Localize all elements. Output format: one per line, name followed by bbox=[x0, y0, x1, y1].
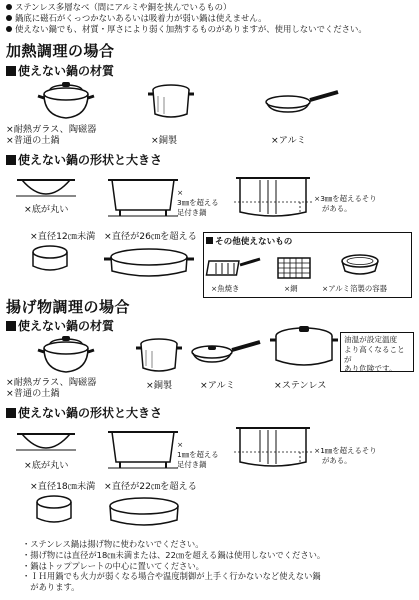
round-bottom-pan-icon bbox=[16, 428, 76, 456]
heating-warp-label-2: がある。 bbox=[322, 204, 352, 213]
aluminum-foil-container-icon bbox=[340, 253, 380, 279]
heating-materials-heading: 使えない鍋の材質 bbox=[6, 62, 114, 79]
round-bottom-pan-icon bbox=[16, 174, 76, 202]
oil-temperature-warning-box bbox=[340, 332, 414, 372]
bottom-note: ・ＩＨ用鍋でも火力が弱くなる場合や温度制御が上手く行かないなど使えない鍋 bbox=[22, 571, 321, 582]
small-pot-icon bbox=[34, 494, 74, 528]
frying-small-diameter-label: ×直径18㎝未満 bbox=[30, 481, 96, 492]
warning-text: より高くなることが bbox=[344, 344, 405, 364]
other-foil-label: ×アルミ箔製の容器 bbox=[322, 284, 388, 293]
frying-large-diameter-label: ×直径が22㎝を超える bbox=[104, 481, 197, 492]
frying-material-earthenware: ×普通の土鍋 bbox=[6, 388, 60, 399]
top-note-text: 使えない鍋でも、材質・厚さにより弱く加熱するものがありますが、使用しないでください。 bbox=[15, 24, 367, 35]
heating-warp-label: ×3㎜を超えるそり bbox=[314, 194, 377, 203]
square-bullet-icon bbox=[6, 66, 16, 76]
top-note bbox=[6, 13, 416, 24]
frying-material-glass: ×耐熱ガラス、陶磁器 bbox=[6, 377, 97, 388]
frying-legged-label: 1㎜を超える bbox=[177, 450, 219, 459]
heating-large-diameter-label: ×直径が26㎝を超える bbox=[104, 231, 197, 242]
frying-legged-x: × bbox=[177, 440, 184, 449]
aluminum-frypan-icon bbox=[190, 338, 262, 368]
legged-pot-icon bbox=[108, 176, 178, 220]
top-note bbox=[6, 24, 416, 35]
warning-text: 油温が設定温度 bbox=[344, 335, 398, 344]
square-bullet-icon bbox=[206, 237, 213, 244]
glass-pot-icon bbox=[36, 80, 96, 122]
top-note-text: 鍋底に磁石がくっつかないあるいは吸着力が弱い鍋は使えません。 bbox=[15, 13, 267, 24]
large-pot-icon bbox=[104, 496, 184, 528]
large-pot-icon bbox=[104, 247, 194, 279]
warped-pot-icon bbox=[234, 422, 312, 474]
copper-pot-icon bbox=[146, 82, 196, 122]
top-notes bbox=[6, 2, 416, 36]
heating-title: 加熱調理の場合 bbox=[6, 42, 115, 60]
copper-pot-icon bbox=[134, 336, 184, 376]
other-net-label: ×網 bbox=[284, 284, 298, 293]
top-note-text: ステンレス多層なべ（間にアルミや銅を挟んでいるもの） bbox=[15, 2, 232, 12]
small-pot-icon bbox=[30, 244, 70, 274]
top-note bbox=[6, 2, 416, 13]
grill-net-icon bbox=[276, 256, 312, 280]
square-bullet-icon bbox=[6, 321, 16, 331]
stainless-pot-icon bbox=[270, 322, 338, 372]
warning-text: あり危険です。 bbox=[344, 364, 397, 374]
other-fish-grill-label: ×魚焼き bbox=[211, 284, 240, 293]
heating-legged-label: 3㎜を超える bbox=[177, 198, 219, 207]
heating-round-bottom-label: ×底が丸い bbox=[24, 204, 69, 215]
fish-grill-icon bbox=[206, 255, 262, 281]
bottom-note: ・ステンレス鍋は揚げ物に使わないでください。 bbox=[22, 539, 204, 549]
heating-shape-heading: 使えない鍋の形状と大きさ bbox=[6, 151, 162, 168]
other-unusable-title: その他使えないもの bbox=[206, 235, 292, 247]
heating-material-aluminum: ×アルミ bbox=[271, 135, 306, 146]
frying-legged-label-2: 足付き鍋 bbox=[177, 460, 207, 469]
heating-legged-x: × bbox=[177, 188, 184, 197]
frying-material-stainless: ×ステンレス bbox=[274, 380, 327, 391]
frying-material-aluminum: ×アルミ bbox=[200, 380, 235, 391]
heating-material-copper: ×銅製 bbox=[151, 135, 178, 146]
bottom-notes bbox=[22, 539, 414, 593]
square-bullet-icon bbox=[6, 155, 16, 165]
square-bullet-icon bbox=[6, 408, 16, 418]
frying-warp-label-2: がある。 bbox=[322, 456, 352, 465]
frying-warp-label: ×1㎜を超えるそり bbox=[314, 446, 377, 455]
heating-small-diameter-label: ×直径12㎝未満 bbox=[30, 231, 96, 242]
bullet-icon bbox=[6, 15, 12, 21]
legged-pot-icon bbox=[108, 428, 178, 472]
bullet-icon bbox=[6, 4, 12, 10]
aluminum-frypan-icon bbox=[264, 88, 340, 118]
frying-materials-heading: 使えない鍋の材質 bbox=[6, 317, 114, 334]
heating-legged-label-2: 足付き鍋 bbox=[177, 208, 207, 217]
bottom-note: ・揚げ物には直径が18㎝未満または、22㎝を超える鍋は使用しないでください。 bbox=[22, 549, 326, 560]
frying-round-bottom-label: ×底が丸い bbox=[24, 460, 69, 471]
bottom-note: ・鍋はトッププレートの中心に置いてください。 bbox=[22, 560, 204, 571]
glass-pot-icon bbox=[36, 334, 96, 376]
warped-pot-icon bbox=[234, 172, 312, 224]
frying-material-copper: ×銅製 bbox=[146, 380, 173, 391]
heating-material-earthenware: ×普通の土鍋 bbox=[6, 135, 60, 146]
frying-title: 揚げ物調理の場合 bbox=[6, 298, 131, 316]
frying-shape-heading: 使えない鍋の形状と大きさ bbox=[6, 404, 162, 421]
heating-material-glass: ×耐熱ガラス、陶磁器 bbox=[6, 124, 97, 135]
bullet-icon bbox=[6, 26, 12, 32]
bottom-note: があります。 bbox=[22, 582, 80, 593]
